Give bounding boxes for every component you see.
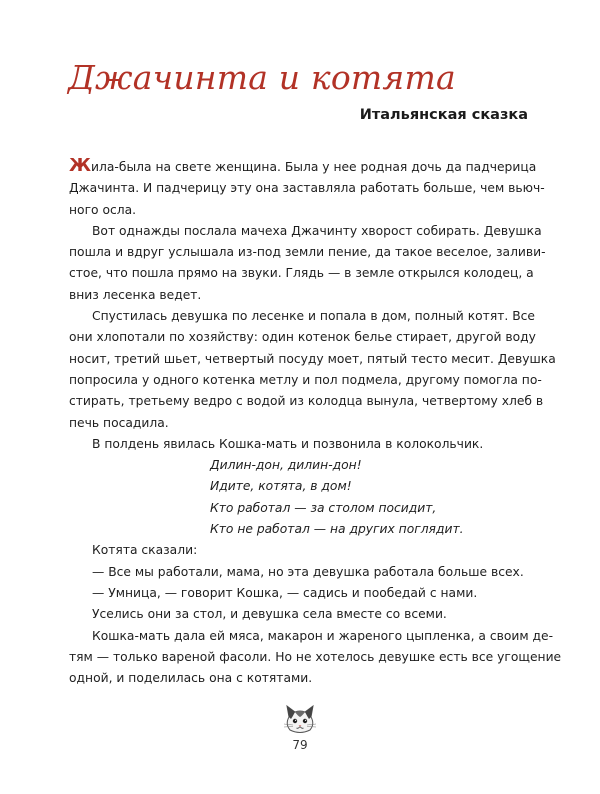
text-line: Жила-была на свете женщина. Была у нее родная дочь да падчерица [69, 155, 537, 176]
text-line: Уселись они за стол, и девушка села вместе со всеми. [92, 607, 447, 622]
text-line: попросила у одного котенка метлу и пол подмела, другому помогла по- [69, 372, 542, 387]
page-footer [0, 702, 600, 752]
paragraph-1 [69, 155, 545, 221]
verse-line: Идите, котята, в дом! [210, 479, 352, 494]
subtitle: Итальянская сказка [359, 107, 528, 123]
text-line: В полдень явилась Кошка-мать и позвонила в колокольчик. [92, 436, 484, 451]
text-line: тям — только вареной фасоли. Но не хотелось девушке есть все угощение [69, 649, 562, 664]
text-line: — Все мы работали, мама, но эта девушка работала больше всех. [92, 564, 524, 579]
verse [69, 455, 531, 540]
paragraph-last [69, 626, 562, 690]
verse-line: Дилин-дон, дилин-дон! [210, 458, 362, 473]
page-title: Джачинта и котята [68, 58, 456, 97]
text-line: стое, что пошла прямо на звуки. Глядь — в земле открылся колодец, а [69, 266, 534, 281]
text-line: Спустилась девушка по лесенке и попала в дом, полный котят. Все [92, 309, 535, 324]
drop-letter: Ж [69, 155, 92, 176]
text-line: пошла и вдруг услышала из-под земли пение, да такое веселое, заливи- [69, 245, 546, 260]
text-line: печь посадила. [69, 415, 169, 430]
story-text [69, 155, 562, 689]
text-line: Котята сказали: [92, 543, 198, 558]
text-line: одной, и поделилась она с котятами. [69, 671, 313, 686]
verse-line: Кто не работал — на других поглядит. [210, 522, 464, 537]
text-line: стирать, третьему ведро с водой из колодца вынула, четвертому хлеб в [69, 394, 544, 409]
page-number: 79 [292, 738, 308, 752]
text-line: ного осла. [69, 202, 137, 217]
text-line: они хлопотали по хозяйству: один котенок белье стирает, другой воду [69, 330, 536, 345]
text-line: вниз лесенка ведет. [69, 287, 202, 302]
text-line: носит, третий шьет, четвертый посуду моет, пятый тесто месит. Девушка [69, 351, 556, 366]
paragraph-2 [69, 221, 546, 306]
dialogue [69, 540, 531, 625]
text-line: — Умница, — говорит Кошка, — садись и пообедай с нами. [92, 585, 478, 600]
paragraph-4 [69, 434, 531, 455]
text-line: Вот однажды послала мачеха Джачинту хворост собирать. Девушка [92, 223, 542, 238]
text-line: Джачинта. И падчерицу эту она заставляла работать больше, чем вьюч- [69, 181, 545, 196]
verse-line: Кто работал — за столом посидит, [210, 500, 437, 515]
kitten-icon [280, 702, 320, 736]
paragraph-3 [69, 306, 556, 434]
text-line: Кошка-мать дала ей мяса, макарон и жареного цыпленка, а своим де- [92, 628, 554, 643]
